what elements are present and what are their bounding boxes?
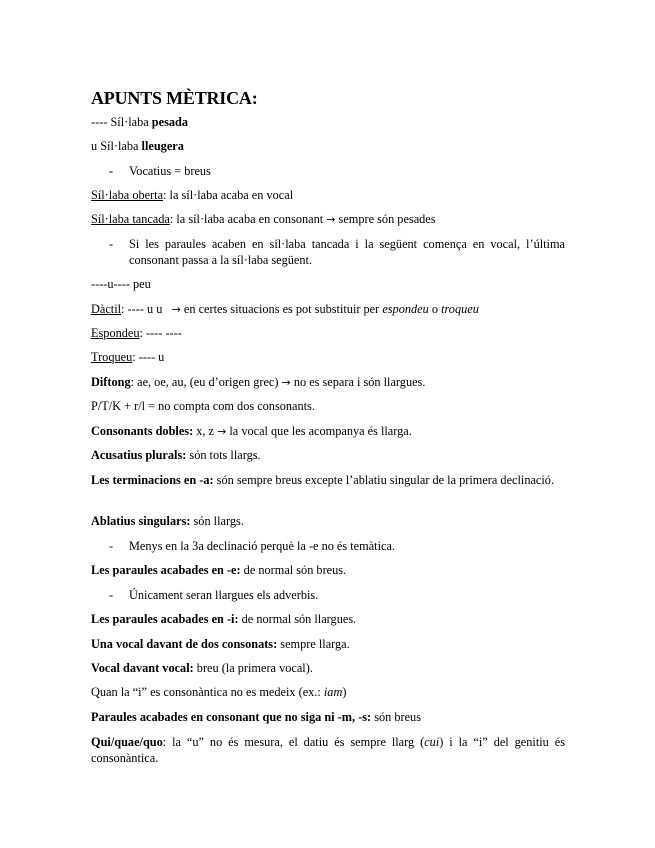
line-acabades-e — [91, 562, 346, 578]
bold-term: Vocal davant vocal: — [91, 661, 194, 675]
arrow-icon: → — [281, 376, 291, 389]
line-diftong — [91, 374, 425, 391]
bold-term: Consonants dobles: — [91, 424, 194, 438]
bullet: - — [109, 539, 114, 553]
text: de normal són breus. — [240, 563, 347, 577]
text: són tots llargs. — [186, 448, 261, 462]
line-acabades-i — [91, 611, 356, 627]
underlined-term: Síl·laba tancada — [91, 212, 170, 226]
text: : la “u” no és mesura, el datiu és sempre llarg ( — [162, 735, 425, 749]
arrow-icon: → — [171, 303, 181, 316]
text: breu (la primera vocal). — [193, 661, 313, 675]
italic-term: iam — [323, 685, 343, 699]
line-terminacions — [91, 472, 565, 488]
text: ) — [342, 685, 347, 699]
text: : la síl·laba acaba en consonant — [169, 212, 327, 226]
list-item-text: Vocatius = breus — [129, 164, 211, 178]
bold-term: Ablatius singulars: — [91, 514, 191, 528]
text: u Síl·laba — [91, 139, 142, 153]
line-troqueu — [91, 349, 164, 365]
line-sillaba-tancada — [91, 211, 436, 228]
bold-term: Diftong — [91, 375, 131, 389]
text: ---- Síl·laba — [91, 115, 152, 129]
text: ) i la “i” del genitiu és consonàntica. — [91, 735, 565, 765]
text: Quan la “i” es consonàntica no es medeix (ex.: — [91, 685, 324, 699]
underlined-term: Troqueu — [91, 350, 133, 364]
text: : ---- ---- — [139, 326, 182, 340]
line-vocal-dos-consonats — [91, 636, 350, 652]
bullet: - — [109, 164, 114, 178]
underlined-term: Síl·laba oberta — [91, 188, 164, 202]
text: en certes situacions es pot substituir per — [180, 302, 383, 316]
text: no es separa i són llargues. — [290, 375, 426, 389]
bullet: - — [109, 588, 114, 602]
italic-term: cui — [424, 735, 440, 749]
underlined-term: Espondeu — [91, 326, 140, 340]
line-acusatius — [91, 447, 261, 463]
list-item-text: Menys en la 3a declinació perquè la -e no és temàtica. — [129, 539, 395, 553]
bold-term: Qui/quae/quo — [91, 735, 163, 749]
line-acabades-consonant — [91, 709, 421, 725]
line-lleugera — [91, 138, 184, 154]
text: la vocal que les acompanya és llarga. — [226, 424, 412, 438]
text: de normal són llargues. — [238, 612, 357, 626]
line-sillaba-oberta — [91, 187, 293, 203]
bullet: - — [109, 237, 114, 251]
bold-term: Acusatius plurals: — [91, 448, 187, 462]
line-consonants-dobles — [91, 423, 412, 440]
line-ablatius — [91, 513, 244, 529]
bold-term: Les terminacions en -a: — [91, 473, 214, 487]
bold-term: Les paraules acabades en -e: — [91, 563, 241, 577]
page-title: APUNTS MÈTRICA: — [91, 88, 258, 108]
underlined-term: Dàctil — [91, 302, 122, 316]
text: sempre són pesades — [335, 212, 436, 226]
text: són llargs. — [190, 514, 244, 528]
line-espondeu — [91, 325, 182, 341]
list-item-text: Si les paraules acaben en síl·laba tancada i la següent comença en vocal, l’última consonant passa a la síl·laba següent. — [129, 237, 565, 267]
line-peu: ----u---- peu — [91, 277, 151, 291]
arrow-icon: → — [217, 425, 227, 438]
line-qui-quae-quo — [91, 734, 565, 766]
text: : ae, oe, au, (eu d’origen grec) — [130, 375, 282, 389]
arrow-icon: → — [326, 213, 336, 226]
bold-term: lleugera — [141, 139, 184, 153]
line-dactil — [91, 301, 479, 318]
italic-term: troqueu — [441, 302, 479, 316]
text: o — [428, 302, 442, 316]
text: són breus — [371, 710, 421, 724]
bold-term: Una vocal davant de dos consonats: — [91, 637, 278, 651]
bold-term: Paraules acabades en consonant que no siga ni -m, -s: — [91, 710, 372, 724]
list-item-text: Únicament seran llargues els adverbis. — [129, 588, 319, 602]
line-pesada — [91, 114, 188, 130]
text: : ---- u u — [121, 302, 172, 316]
bold-term: pesada — [151, 115, 188, 129]
line-vocal-davant-vocal — [91, 660, 313, 676]
text: són sempre breus excepte l’ablatiu singular de la primera declinació. — [213, 473, 555, 487]
text: : ---- u — [132, 350, 165, 364]
italic-term: espondeu — [382, 302, 429, 316]
bold-term: Les paraules acabades en -i: — [91, 612, 239, 626]
line-ptk: P/T/K + r/l = no compta com dos consonants. — [91, 399, 315, 413]
text: sempre llarga. — [277, 637, 350, 651]
line-consonantica — [91, 684, 346, 700]
text: x, z — [193, 424, 218, 438]
text: : la síl·laba acaba en vocal — [163, 188, 294, 202]
